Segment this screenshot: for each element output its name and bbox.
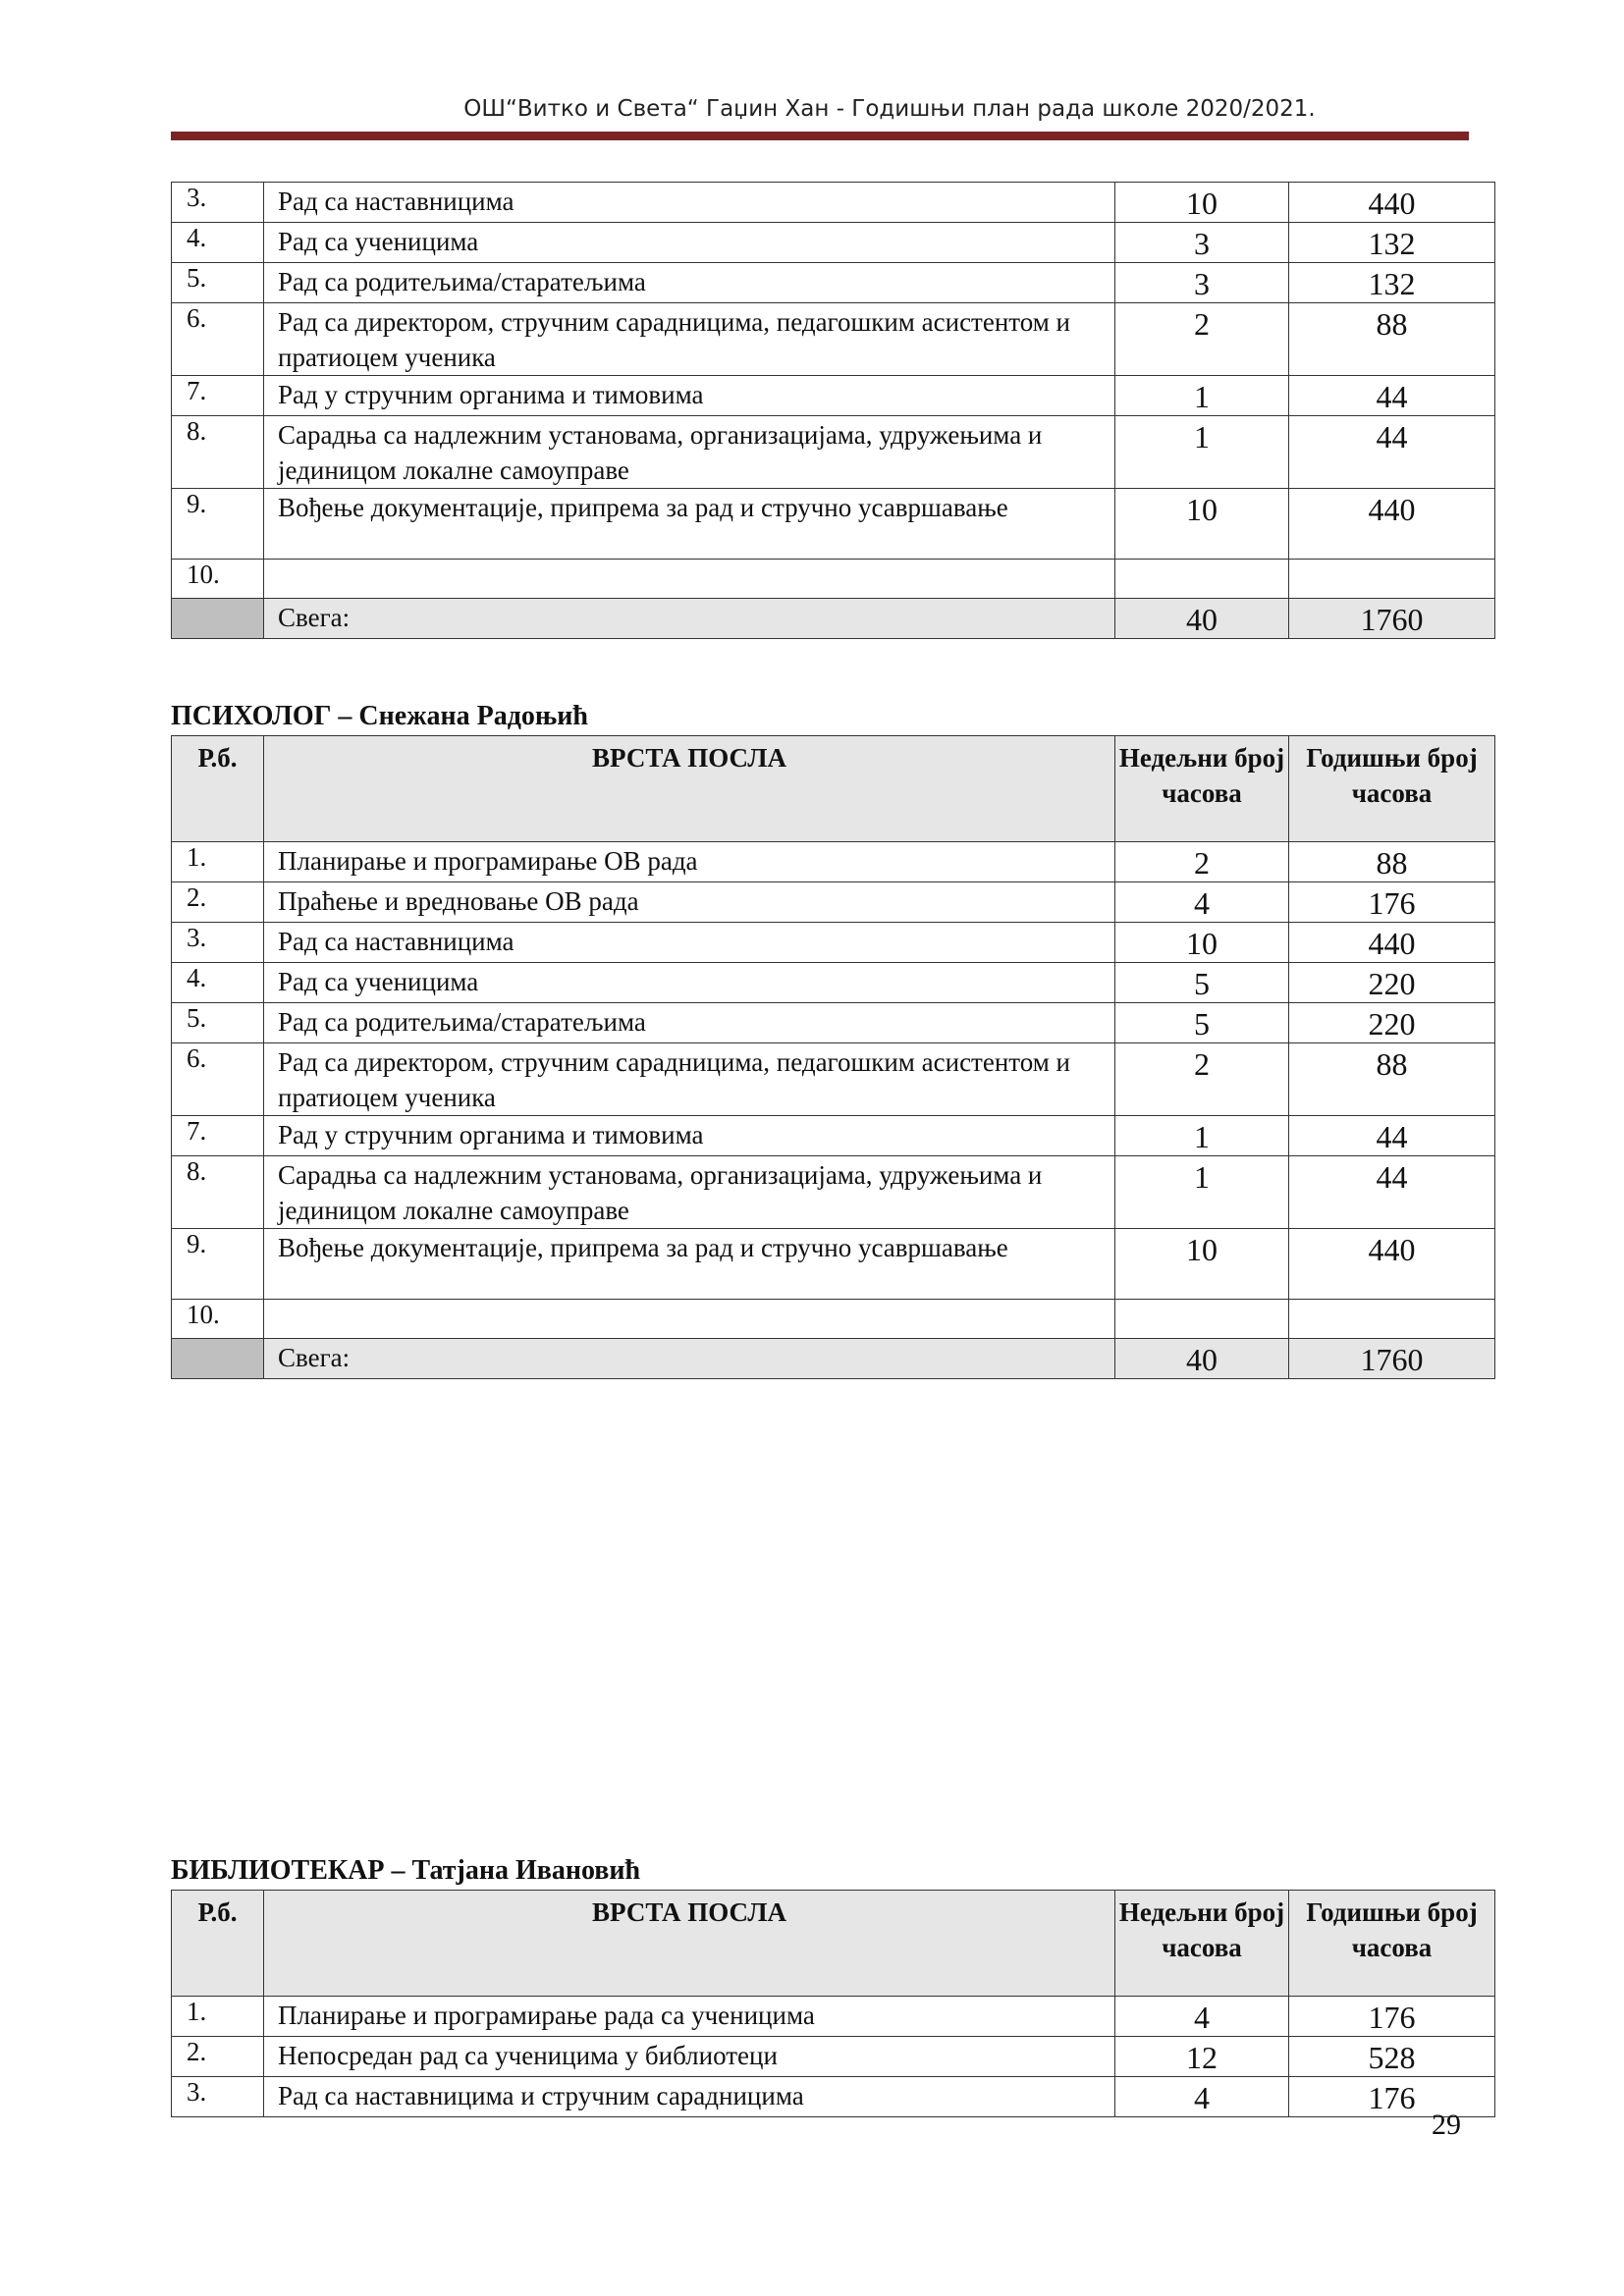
- header-rb: Р.б.: [172, 1891, 264, 1997]
- weekly-hours: 10: [1115, 923, 1289, 963]
- work-type: Вођење документације, припрема за рад и стручно усавршавање: [264, 1229, 1115, 1300]
- table-row: [172, 1300, 1495, 1339]
- table-row: [172, 882, 1495, 923]
- header-weekly-hours: Недељни број часова: [1115, 736, 1289, 842]
- work-type: Непосредан рад са ученицима у библиотеци: [264, 2037, 1115, 2077]
- total-row-number-cell: [172, 599, 264, 639]
- table-row: [172, 842, 1495, 882]
- weekly-hours: 10: [1115, 1229, 1289, 1300]
- table-row: [172, 223, 1495, 263]
- work-type: Сарадња са надлежним установама, организацијама, удружењима и јединицом локалне самоуправе: [264, 416, 1115, 489]
- total-annual-hours: 1760: [1289, 1339, 1495, 1379]
- table-row: [172, 263, 1495, 303]
- weekly-hours: 1: [1115, 376, 1289, 416]
- row-number: 9.: [172, 489, 264, 560]
- header-annual-hours: Годишњи број часова: [1289, 736, 1495, 842]
- work-type: Рад у стручним органима и тимовима: [264, 1116, 1115, 1156]
- work-type: Праћење и вредновање ОВ рада: [264, 882, 1115, 923]
- section-title-librarian: БИБЛИОТЕКАР – Татјана Ивановић: [171, 1855, 641, 1886]
- weekly-hours: 1: [1115, 416, 1289, 489]
- row-number: 4.: [172, 963, 264, 1003]
- weekly-hours: 2: [1115, 842, 1289, 882]
- annual-hours: [1289, 560, 1495, 599]
- table-row: [172, 2037, 1495, 2077]
- weekly-hours: 5: [1115, 1003, 1289, 1043]
- weekly-hours: [1115, 560, 1289, 599]
- table-row: [172, 1229, 1495, 1300]
- total-weekly-hours: 40: [1115, 599, 1289, 639]
- work-type: [264, 560, 1115, 599]
- row-number: 10.: [172, 1300, 264, 1339]
- total-weekly-hours: 40: [1115, 1339, 1289, 1379]
- header-weekly-hours: Недељни број часова: [1115, 1891, 1289, 1997]
- row-number: 6.: [172, 303, 264, 376]
- header-work-type: ВРСТА ПОСЛА: [264, 1891, 1115, 1997]
- row-number: 7.: [172, 376, 264, 416]
- page-header: [0, 96, 1624, 122]
- work-type: Рад са директором, стручним сарадницима, педагошким асистентом и пратиоцем ученика: [264, 1043, 1115, 1116]
- weekly-hours: 2: [1115, 1043, 1289, 1116]
- annual-hours: 176: [1289, 1997, 1495, 2037]
- header-rb: Р.б.: [172, 736, 264, 842]
- row-number: 5.: [172, 263, 264, 303]
- row-number: 8.: [172, 1156, 264, 1229]
- table-row: [172, 923, 1495, 963]
- table-header-row: [172, 1891, 1495, 1997]
- annual-hours: 220: [1289, 963, 1495, 1003]
- annual-hours: 440: [1289, 183, 1495, 223]
- table-row: [172, 560, 1495, 599]
- row-number: 3.: [172, 183, 264, 223]
- annual-hours: 44: [1289, 1116, 1495, 1156]
- work-type: Вођење документације, припрема за рад и стручно усавршавање: [264, 489, 1115, 560]
- annual-hours: 220: [1289, 1003, 1495, 1043]
- page-number: 29: [1432, 2109, 1461, 2141]
- table-row: [172, 303, 1495, 376]
- annual-hours: [1289, 1300, 1495, 1339]
- weekly-hours: 1: [1115, 1156, 1289, 1229]
- annual-hours: 44: [1289, 416, 1495, 489]
- work-type: Рад са наставницима: [264, 923, 1115, 963]
- annual-hours: 44: [1289, 1156, 1495, 1229]
- row-number: 1.: [172, 1997, 264, 2037]
- total-row-number-cell: [172, 1339, 264, 1379]
- weekly-hours: [1115, 1300, 1289, 1339]
- row-number: 4.: [172, 223, 264, 263]
- table-header-row: [172, 736, 1495, 842]
- annual-hours: 176: [1289, 2077, 1495, 2117]
- header-work-type: ВРСТА ПОСЛА: [264, 736, 1115, 842]
- work-type: Рад са родитељима/старатељима: [264, 263, 1115, 303]
- weekly-hours: 2: [1115, 303, 1289, 376]
- row-number: 9.: [172, 1229, 264, 1300]
- total-row: [172, 599, 1495, 639]
- work-type: Рад са ученицима: [264, 963, 1115, 1003]
- annual-hours: 44: [1289, 376, 1495, 416]
- section-title-psychologist: ПСИХОЛОГ – Снежана Радоњић: [171, 701, 588, 731]
- work-type: [264, 1300, 1115, 1339]
- annual-hours: 440: [1289, 923, 1495, 963]
- row-number: 7.: [172, 1116, 264, 1156]
- row-number: 3.: [172, 923, 264, 963]
- header-annual-hours: Годишњи број часова: [1289, 1891, 1495, 1997]
- row-number: 3.: [172, 2077, 264, 2117]
- weekly-hours: 3: [1115, 263, 1289, 303]
- row-number: 6.: [172, 1043, 264, 1116]
- work-type: Рад са родитељима/старатељима: [264, 1003, 1115, 1043]
- work-type: Сарадња са надлежним установама, организацијама, удружењима и јединицом локалне самоуправе: [264, 1156, 1115, 1229]
- weekly-hours: 4: [1115, 2077, 1289, 2117]
- table-row: [172, 1156, 1495, 1229]
- weekly-hours: 1: [1115, 1116, 1289, 1156]
- row-number: 2.: [172, 882, 264, 923]
- row-number: 5.: [172, 1003, 264, 1043]
- row-number: 2.: [172, 2037, 264, 2077]
- work-type: Планирање и програмирање рада са ученицима: [264, 1997, 1115, 2037]
- header-title: ОШ“Витко и Света“ Гаџин Хан - Годишњи план рада школе 2020/2021.: [463, 96, 1316, 122]
- table-librarian: [171, 1890, 1495, 2117]
- work-type: Рад са директором, стручним сарадницима, педагошким асистентом и пратиоцем ученика: [264, 303, 1115, 376]
- annual-hours: 132: [1289, 263, 1495, 303]
- weekly-hours: 12: [1115, 2037, 1289, 2077]
- annual-hours: 176: [1289, 882, 1495, 923]
- annual-hours: 440: [1289, 489, 1495, 560]
- annual-hours: 88: [1289, 842, 1495, 882]
- annual-hours: 88: [1289, 303, 1495, 376]
- table-continuation: [171, 182, 1495, 639]
- table-row: [172, 1997, 1495, 2037]
- work-type: Рад у стручним органима и тимовима: [264, 376, 1115, 416]
- table-row: [172, 2077, 1495, 2117]
- table-row: [172, 1043, 1495, 1116]
- total-label: Свега:: [264, 1339, 1115, 1379]
- table-row: [172, 183, 1495, 223]
- header-rule: [171, 132, 1469, 140]
- table-row: [172, 1003, 1495, 1043]
- weekly-hours: 3: [1115, 223, 1289, 263]
- work-type: Планирање и програмирање ОВ рада: [264, 842, 1115, 882]
- weekly-hours: 10: [1115, 489, 1289, 560]
- annual-hours: 528: [1289, 2037, 1495, 2077]
- total-label: Свега:: [264, 599, 1115, 639]
- total-annual-hours: 1760: [1289, 599, 1495, 639]
- table-psychologist: [171, 735, 1495, 1379]
- row-number: 8.: [172, 416, 264, 489]
- total-row: [172, 1339, 1495, 1379]
- weekly-hours: 4: [1115, 882, 1289, 923]
- weekly-hours: 4: [1115, 1997, 1289, 2037]
- table-row: [172, 1116, 1495, 1156]
- row-number: 1.: [172, 842, 264, 882]
- annual-hours: 132: [1289, 223, 1495, 263]
- annual-hours: 88: [1289, 1043, 1495, 1116]
- work-type: Рад са наставницима: [264, 183, 1115, 223]
- table-row: [172, 376, 1495, 416]
- table-row: [172, 416, 1495, 489]
- row-number: 10.: [172, 560, 264, 599]
- weekly-hours: 5: [1115, 963, 1289, 1003]
- weekly-hours: 10: [1115, 183, 1289, 223]
- annual-hours: 440: [1289, 1229, 1495, 1300]
- work-type: Рад са ученицима: [264, 223, 1115, 263]
- work-type: Рад са наставницима и стручним сарадницима: [264, 2077, 1115, 2117]
- table-row: [172, 963, 1495, 1003]
- table-row: [172, 489, 1495, 560]
